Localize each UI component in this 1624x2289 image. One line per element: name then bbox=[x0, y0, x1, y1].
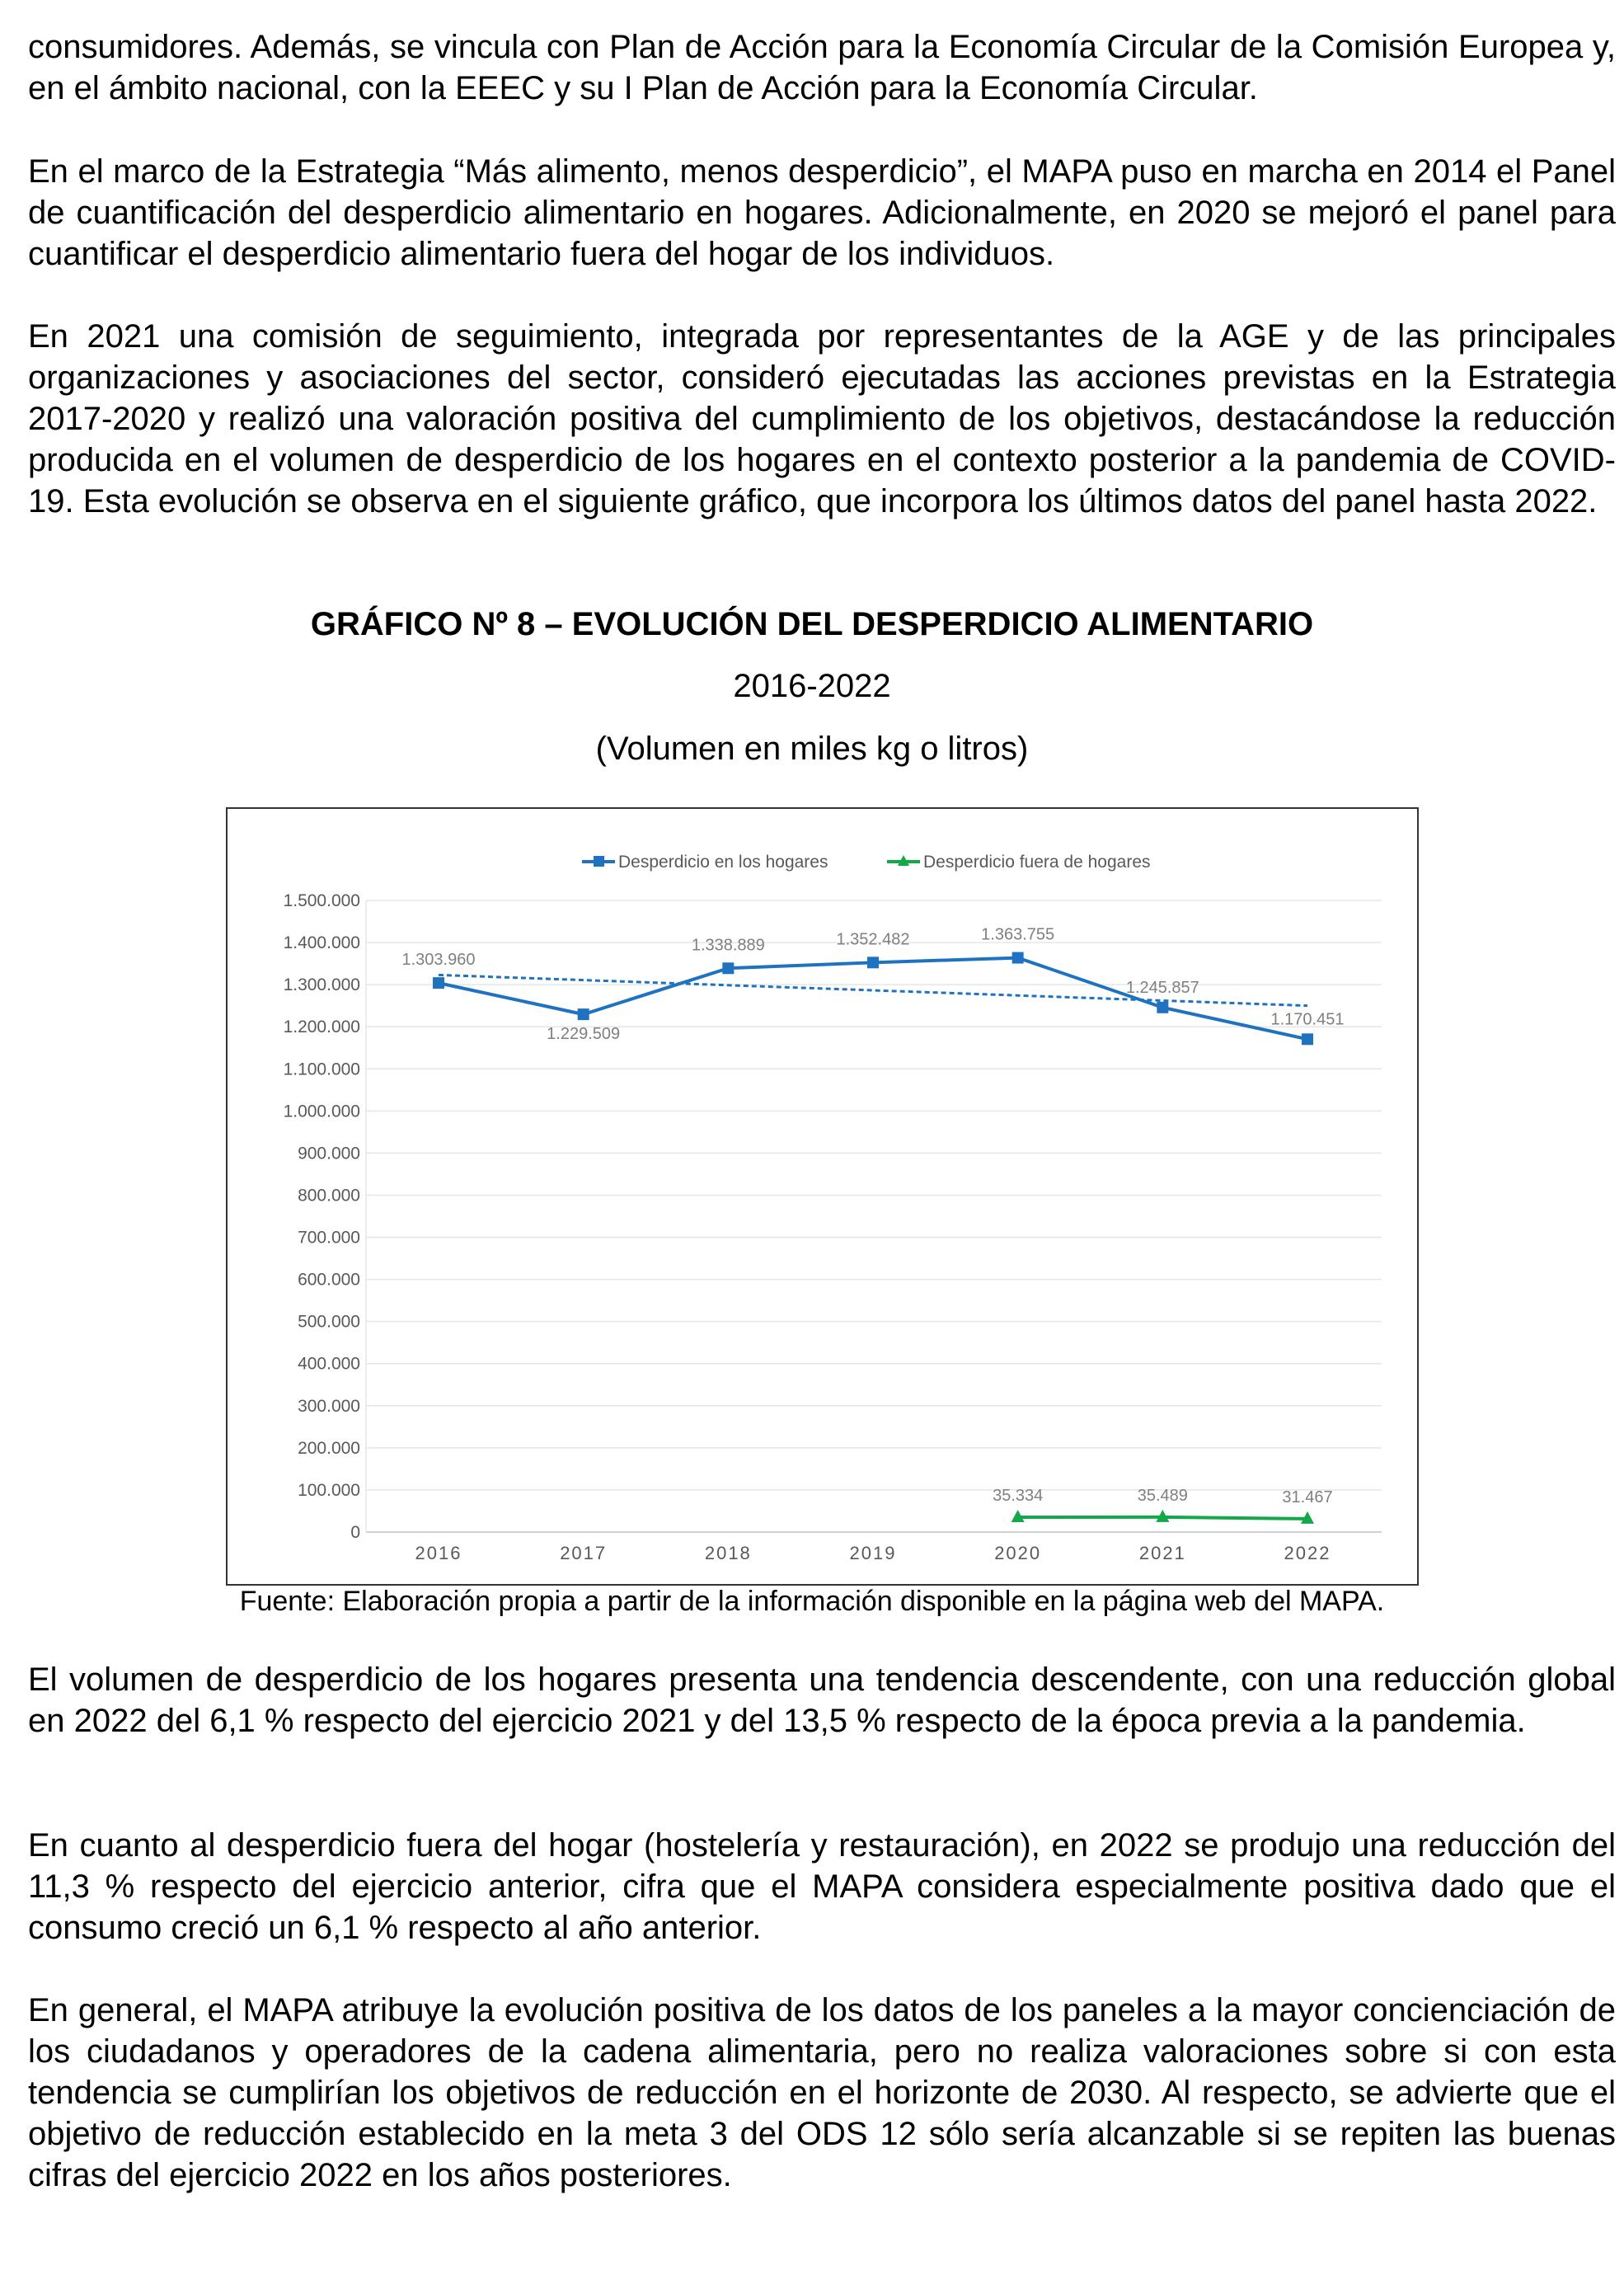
y-tick-label: 1.100.000 bbox=[283, 1060, 360, 1079]
data-point bbox=[578, 1008, 589, 1020]
legend-label: Desperdicio en los hogares bbox=[618, 853, 828, 872]
x-tick-label: 2022 bbox=[1284, 1543, 1331, 1563]
data-label: 1.245.857 bbox=[1125, 978, 1199, 997]
y-tick-label: 1.300.000 bbox=[283, 975, 360, 995]
y-tick-label: 200.000 bbox=[298, 1438, 360, 1458]
y-tick-label: 900.000 bbox=[298, 1144, 360, 1163]
x-tick-label: 2020 bbox=[994, 1543, 1042, 1563]
data-label: 35.334 bbox=[993, 1486, 1044, 1505]
y-tick-label: 300.000 bbox=[298, 1396, 360, 1416]
x-tick-label: 2021 bbox=[1138, 1543, 1186, 1563]
figure-title: GRÁFICO Nº 8 – EVOLUCIÓN DEL DESPERDICIO ALIMENTARIO bbox=[310, 606, 1314, 642]
data-point bbox=[1302, 1033, 1313, 1045]
data-label: 35.489 bbox=[1137, 1486, 1188, 1505]
line-chart bbox=[226, 807, 1419, 1586]
paragraph: En cuanto al desperdicio fuera del hogar (hostelería y restauración), en 2022 se produjo una reducción del 11,3 % respecto del ejercicio anterior, cifra que el MAPA considera especialmente positiva dado que el consumo creció un 6,1 % respecto al año anterior. bbox=[28, 1827, 1616, 1946]
y-tick-label: 1.000.000 bbox=[283, 1102, 360, 1121]
data-label: 1.338.889 bbox=[691, 936, 765, 955]
data-point bbox=[433, 977, 444, 989]
legend-label: Desperdicio fuera de hogares bbox=[923, 853, 1151, 872]
figure-units: (Volumen en miles kg o litros) bbox=[595, 731, 1029, 767]
data-point bbox=[722, 962, 734, 974]
paragraph: El volumen de desperdicio de los hogares presenta una tendencia descendente, con una reducción global en 2022 del 6,1 % respecto del ejercicio 2021 y del 13,5 % respecto de la época previa a la pandemia. bbox=[28, 1662, 1616, 1739]
paragraph: En general, el MAPA atribuye la evolución positiva de los datos de los paneles a la mayor concienciación de los ciudadanos y operadores de la cadena alimentaria, pero no realiza valoraciones sobre si con esta tendencia se cumplirían los objetivos de reducción en el horizonte de 2030. Al respecto, se advierte que el objetivo de reducción establecido en la meta 3 del ODS 12 sólo sería alcanzable si se repiten las buenas cifras del ejercicio 2022 en los años posteriores. bbox=[28, 1992, 1616, 2193]
y-tick-label: 1.400.000 bbox=[283, 933, 360, 953]
data-label: 1.229.509 bbox=[547, 1025, 621, 1044]
paragraph: consumidores. Además, se vincula con Plan de Acción para la Economía Circular de la Comisión Europea y, en el ámbito nacional, con la EEEC y su I Plan de Acción para la Economía Circular. bbox=[28, 29, 1616, 106]
figure-period: 2016-2022 bbox=[733, 668, 891, 704]
data-label: 1.170.451 bbox=[1270, 1010, 1345, 1029]
legend-marker bbox=[594, 856, 604, 867]
data-label: 1.363.755 bbox=[981, 925, 1055, 944]
chart-svg bbox=[228, 809, 1417, 1584]
data-label: 1.352.482 bbox=[836, 930, 910, 949]
paragraph: En 2021 una comisión de seguimiento, integrada por representantes de la AGE y de las principales organizaciones y asociaciones del sector, consideró ejecutadas las acciones previstas en la Estrategia 2017-2020 y realizó una valoración positiva del cumplimiento de los objetivos, destacándose la reducción producida en el volumen de desperdicio de los hogares en el contexto posterior a la pandemia de COVID-19. Esta evolución se observa en el siguiente gráfico, que incorpora los últimos datos del panel hasta 2022. bbox=[28, 318, 1616, 519]
figure-source: Fuente: Elaboración propia a partir de la información disponible en la página web del MAPA. bbox=[239, 1586, 1385, 1617]
data-label: 31.467 bbox=[1282, 1488, 1333, 1506]
x-tick-label: 2018 bbox=[704, 1543, 752, 1563]
data-point bbox=[1012, 952, 1024, 964]
x-tick-label: 2017 bbox=[560, 1543, 608, 1563]
data-point bbox=[1157, 1002, 1168, 1013]
x-tick-label: 2016 bbox=[415, 1543, 462, 1563]
y-tick-label: 100.000 bbox=[298, 1480, 360, 1500]
y-tick-label: 1.200.000 bbox=[283, 1018, 360, 1037]
y-tick-label: 500.000 bbox=[298, 1312, 360, 1332]
paragraph: En el marco de la Estrategia “Más alimento, menos desperdicio”, el MAPA puso en marcha en 2014 el Panel de cuantificación del desperdicio alimentario en hogares. Adicionalmente, en 2020 se mejoró el panel para cuantificar el desperdicio alimentario fuera del hogar de los individuos. bbox=[28, 153, 1616, 272]
y-tick-label: 700.000 bbox=[298, 1228, 360, 1248]
y-tick-label: 400.000 bbox=[298, 1354, 360, 1374]
y-tick-label: 600.000 bbox=[298, 1270, 360, 1290]
y-tick-label: 1.500.000 bbox=[283, 891, 360, 910]
x-tick-label: 2019 bbox=[849, 1543, 897, 1563]
data-point bbox=[867, 956, 879, 968]
y-tick-label: 800.000 bbox=[298, 1186, 360, 1206]
data-label: 1.303.960 bbox=[401, 951, 476, 970]
y-tick-label: 0 bbox=[350, 1523, 360, 1542]
